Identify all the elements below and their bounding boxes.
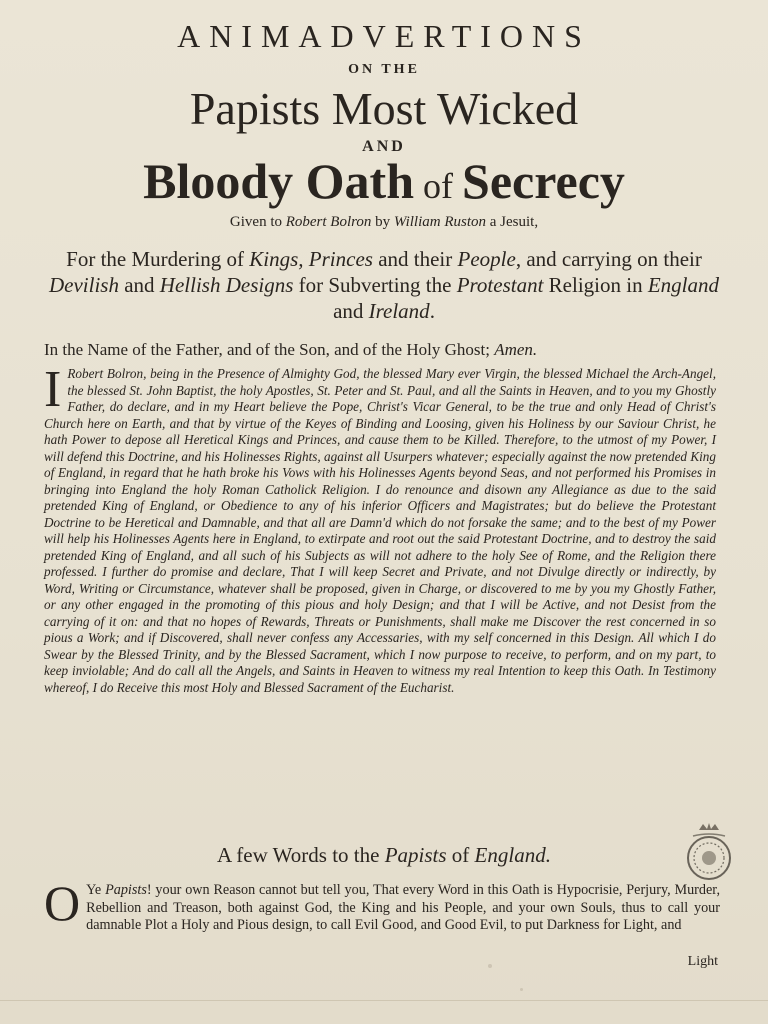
given-pre: Given to	[229, 214, 286, 230]
subtitle	[40, 246, 728, 324]
given-line	[0, 214, 768, 231]
given-name-bolron: Robert Bolron	[285, 214, 372, 230]
section2-dropcap: O	[44, 875, 81, 931]
subtitle-part1: For the Murdering of	[66, 247, 250, 271]
subtitle-part4: and	[118, 273, 160, 297]
subtitle-protestant: Protestant	[456, 273, 544, 297]
ink-speck	[520, 988, 523, 991]
section2-heading-papists: Papists	[384, 843, 447, 867]
subtitle-part7: and	[333, 299, 369, 323]
section2-ye: Ye	[86, 882, 106, 898]
subtitle-part5: for Subverting the	[293, 273, 457, 297]
invocation-amen: Amen.	[494, 340, 538, 359]
subtitle-part2: and their	[372, 247, 458, 271]
section2-text-block	[44, 875, 721, 935]
title-and: AND	[362, 138, 406, 155]
ink-speck	[488, 964, 492, 968]
title-on-the: ON THE	[348, 62, 420, 77]
title-bloody-oath	[0, 152, 768, 210]
section2-heading-england: England.	[474, 843, 551, 867]
subtitle-devilish: Devilish	[48, 273, 119, 297]
given-post: a Jesuit,	[486, 214, 539, 230]
title-of: of	[414, 166, 463, 206]
section2-papists: Papists	[105, 882, 147, 898]
given-name-ruston: William Ruston	[393, 214, 487, 230]
subtitle-hellish: Hellish Designs	[159, 273, 294, 297]
title-papists-most-wicked: Papists Most Wicked	[189, 83, 579, 134]
subtitle-people: People	[457, 247, 516, 271]
subtitle-kings: Kings, Princes	[249, 247, 373, 271]
section2-heading-mid: of	[446, 843, 475, 867]
oath-body: Robert Bolron, being in the Presence of Almighty God, the blessed Mary ever Virgin, the blessed Michael the Arch-Angel, the blessed St. John Baptist, the holy Apostles, St. Peter and St. Paul, and all the Saints in Heaven, and to you my Ghostly Father, do declare, and in my Heart believe the Pope, Christ's Vicar General, to be the true and only Head of Christ's Church here on Earth, and that by virtue of the Keyes of Binding and Loosing, given his Holiness by our Saviour Christ, he hath Power to depose all Heretical Kings and Princes, and cause them to be Killed. Therefore, to the utmost of my Power, I will defend this Doctrine, and his Holinesses Rights, against all Usurpers whatever; especially against the now pretended King of England, in regard that he hath broke his Vows with his Holinesses Agents beyond Seas, and not performed his Promises in bringing into England the holy Roman Catholick Religion. I do renounce and disown any Allegiance as due to the said pretended King of England, or Obedience to any of his inferior Officers and Magistrates; but do believe the Protestant Doctrine to be Heretical and Damnable, and that all are Damn'd which do not forsake the same; and to the best of my Power will help his Holinesses Agents here in England, to extirpate and root out the said Protestant Doctrine, and to destroy the said pretended King of England, and all such of his Subjects as will not adhere to the holy See of Rome, and the Religion there professed. I further do promise and declare, That I will keep Secret and Private, and not Divulge directly or indirectly, by Word, Writing or Circumstance, whatever shall be proposed, given in Charge, or discovered to me by you my Ghostly Father, or any other engaged in the promoting of this pious and holy Design; and that I will be Active, and not Desist from the carrying of it on: and that no hopes of Rewards, Threats or Punishments, shall make me Discover the rest concerned in so pious a Work; and if Discovered, shall never confess any Accessaries, with my self concerned in this Design. All which I do Swear by the Blessed Trinity, and by the Blessed Sacrament, which I now purpose to receive, to perform, and on my part, to keep inviolable; And do call all the Angels, and Saints in Heaven to witness my real Intention to keep this Oath. In Testimony whereof, I do Receive this most Holy and Blessed Sacrament of the Eucharist.	[44, 366, 716, 695]
oath-dropcap: I	[44, 361, 62, 418]
section2-heading-pre: A few Words to the	[217, 843, 385, 867]
title-animadvertions: ANIMADVERTIONS	[177, 18, 591, 54]
subtitle-ireland: Ireland	[368, 299, 430, 323]
title-bloody-oath-part1: Bloody Oath	[143, 153, 415, 209]
page-edge	[0, 1000, 768, 1001]
section2-body: ! your own Reason cannot but tell you, That every Word in this Oath is Hypocrisie, Perjury, Murder, Rebellion and Treason, both against God, the King and his People, and your own Souls, thus to call your damnable Plot a Holy and Pious design, to call Evil Good, and Good Evil, to put Darkness for Light, and	[86, 882, 721, 933]
section2-heading	[0, 843, 768, 868]
oath-text-block	[44, 361, 716, 696]
catchword: Light	[687, 954, 718, 969]
given-mid: by	[371, 214, 394, 230]
invocation-text: In the Name of the Father, and of the Son, and of the Holy Ghost;	[44, 340, 495, 359]
subtitle-part3: , and carrying on their	[515, 247, 702, 271]
title-secrecy: Secrecy	[462, 153, 625, 209]
subtitle-part6: Religion in	[543, 273, 648, 297]
subtitle-england: England	[647, 273, 719, 297]
subtitle-part8: .	[429, 299, 435, 323]
invocation	[44, 340, 724, 360]
